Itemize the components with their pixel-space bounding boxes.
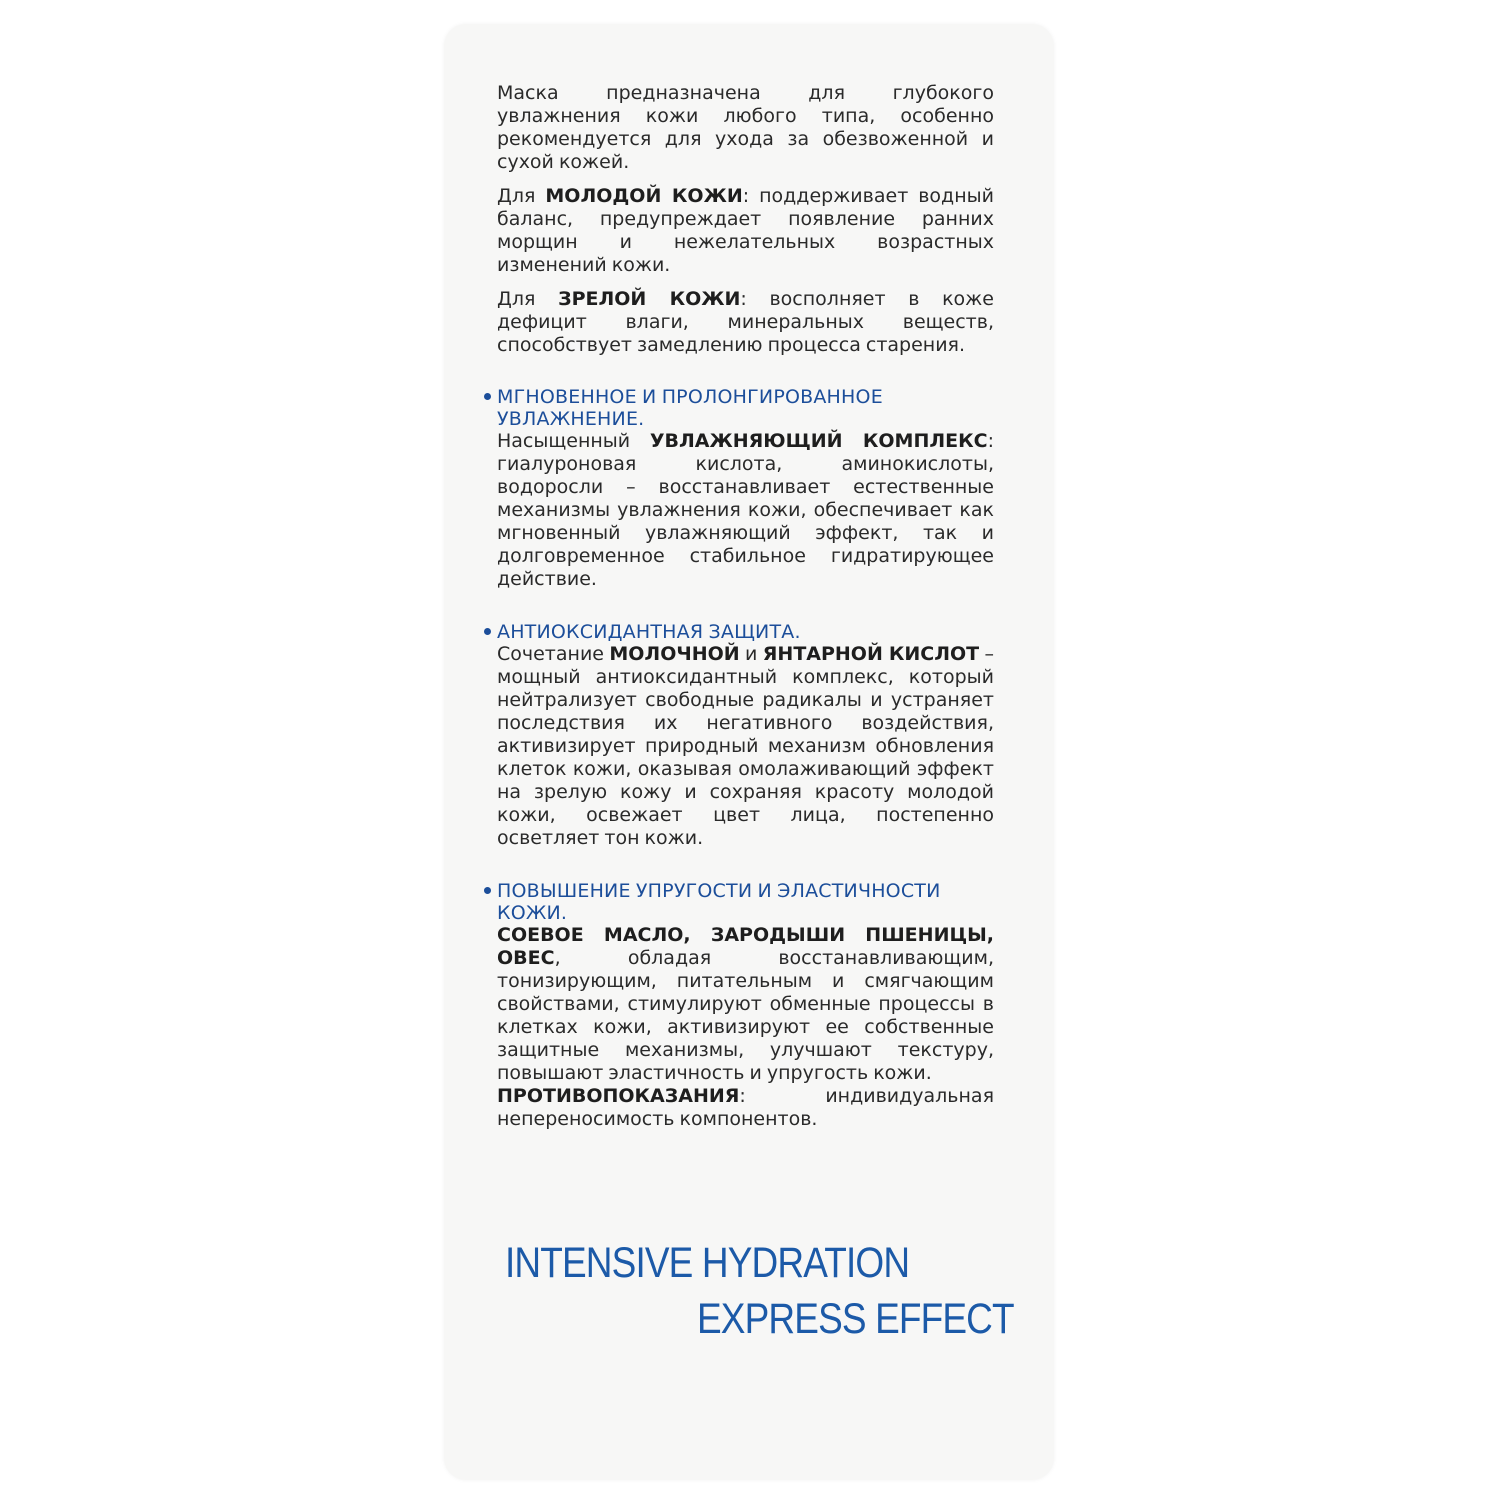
section-heading: МГНОВЕННОЕ И ПРОЛОНГИРОВАННОЕ УВЛАЖНЕНИЕ. [497,386,994,430]
section-body: Насыщенный УВЛАЖНЯЮЩИЙ КОМПЛЕКС: гиалуроновая кислота, аминокислоты, водоросли – восстанавливает естественные механизмы увлажнения кожи, обеспечивает как мгновенный увлажняющий эффект, так и долговременное стабильное гидратирующее действие. [497,430,994,590]
section-body: Сочетание МОЛОЧНОЙ и ЯНТАРНОЙ КИСЛОТ – мощный антиоксидантный комплекс, который нейтрализует свободные радикалы и устраняет последствия их негативного воздействия, активизирует природный механизм обновления клеток кожи, оказывая омолаживающий эффект на зрелую кожу и сохраняя красоту молодой кожи, освежает цвет лица, постепенно осветляет тон кожи. [497,643,994,849]
intro-paragraph: Маска предназначена для глубокого увлажнения кожи любого типа, особенно рекомендуется для ухода за обезвоженной и сухой кожей. [497,82,994,173]
section-heading: ПОВЫШЕНИЕ УПРУГОСТИ И ЭЛАСТИЧНОСТИ КОЖИ. [497,880,994,924]
bullet-icon [484,887,491,894]
brand-line-1: INTENSIVE HYDRATION [505,1239,910,1287]
description-text [497,82,994,1131]
section-antioxidant [497,621,994,850]
brand-line-2: EXPRESS EFFECT [697,1295,1014,1343]
young-skin-label: МОЛОДОЙ КОЖИ [545,185,743,207]
young-skin-paragraph: Для МОЛОДОЙ КОЖИ: поддерживает водный баланс, предупреждает появление ранних морщин и нежелательных возрастных изменений кожи. [497,185,994,276]
section-hydration [497,386,994,591]
bullet-icon [484,393,491,400]
section-elasticity [497,880,994,1085]
mature-skin-paragraph: Для ЗРЕЛОЙ КОЖИ: восполняет в коже дефицит влаги, минеральных веществ, способствует замедлению процесса старения. [497,288,994,356]
section-heading: АНТИОКСИДАНТНАЯ ЗАЩИТА. [497,621,994,643]
mature-skin-label: ЗРЕЛОЙ КОЖИ [558,288,741,310]
bullet-icon [484,628,491,635]
contraindications: ПРОТИВОПОКАЗАНИЯ: индивидуальная непереносимость компонентов. [497,1085,994,1130]
section-body: СОЕВОЕ МАСЛО, ЗАРОДЫШИ ПШЕНИЦЫ, ОВЕС, обладая восстанавливающим, тонизирующим, питательным и смягчающим свойствами, стимулируют обменные процессы в клетках кожи, активизируют ее собственные защитные механизмы, улучшают текстуру, повышают эластичность и упругость кожи. [497,924,994,1084]
